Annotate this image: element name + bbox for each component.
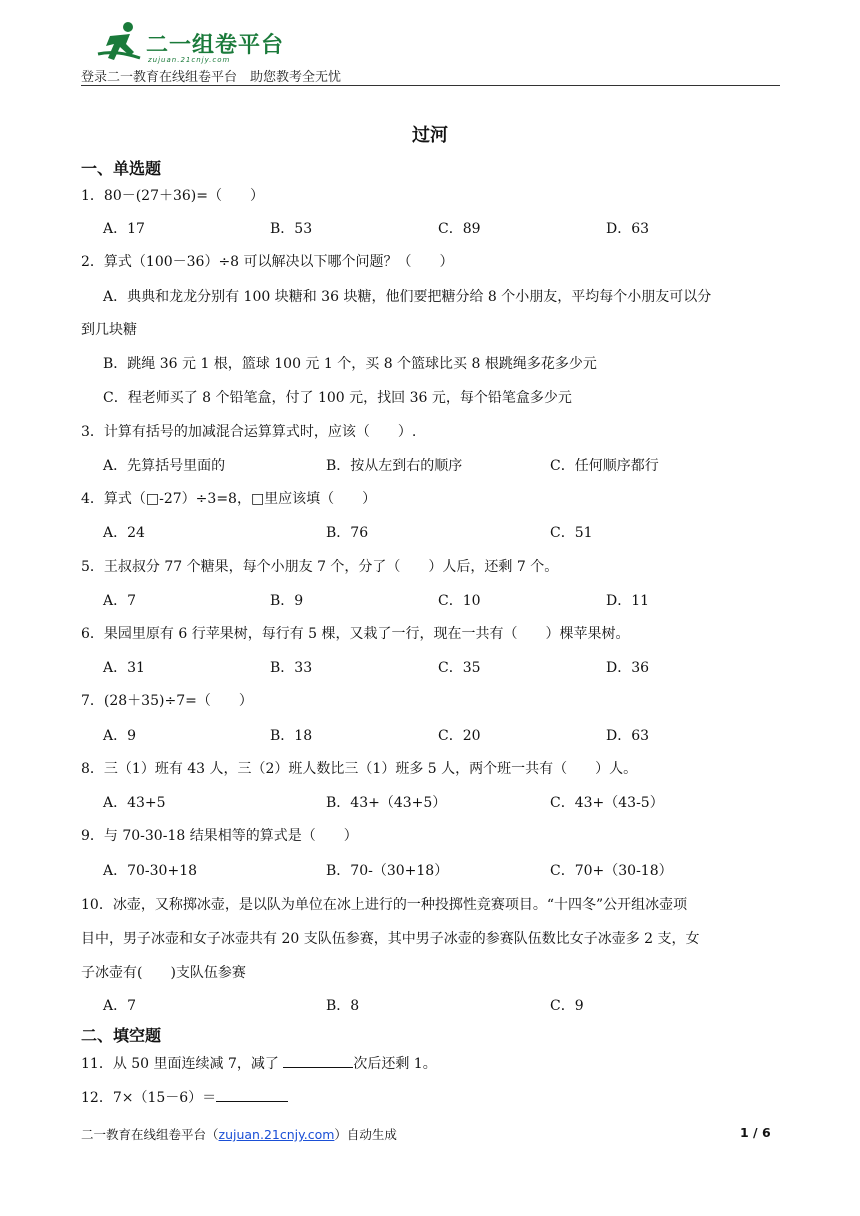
header-divider: [81, 85, 780, 86]
question-10-option-a[interactable]: A．7: [103, 998, 137, 1014]
question-8-option-c[interactable]: C．43+（43-5）: [550, 795, 664, 811]
question-2-option-a[interactable]: A．典典和龙龙分别有 100 块糖和 36 块糖，他们要把糖分给 8 个小朋友，平均每个小朋友可以分: [103, 289, 712, 305]
question-4-stem: 4．算式（□-27）÷3=8，□里应该填（ ）: [81, 491, 377, 507]
section-heading-single-choice: 一、单选题: [81, 159, 162, 178]
page-number: 1 / 6: [740, 1125, 771, 1140]
question-7-option-c[interactable]: C．20: [438, 728, 481, 744]
question-4-option-b[interactable]: B．76: [326, 525, 369, 541]
question-10-option-c[interactable]: C．9: [550, 998, 584, 1014]
question-7-option-a[interactable]: A．9: [103, 728, 137, 744]
question-8-option-b[interactable]: B．43+（43+5）: [326, 795, 447, 811]
question-6-option-c[interactable]: C．35: [438, 660, 481, 676]
question-5-option-d[interactable]: D．11: [606, 593, 650, 609]
question-1-option-b[interactable]: B．53: [270, 221, 313, 237]
question-8-stem: 8．三（1）班有 43 人，三（2）班人数比三（1）班多 5 人，两个班一共有（ ）人。: [81, 761, 638, 777]
question-4-option-a[interactable]: A．24: [103, 525, 145, 541]
page-title: 过河: [412, 125, 448, 146]
footer-link[interactable]: zujuan.21cnjy.com: [218, 1127, 335, 1142]
question-8-option-a[interactable]: A．43+5: [103, 795, 166, 811]
question-1-option-d[interactable]: D．63: [606, 221, 650, 237]
question-12-pre: 12．7×（15－6）＝: [81, 1090, 217, 1106]
question-5-option-c[interactable]: C．10: [438, 593, 481, 609]
question-12-answer-blank[interactable]: [216, 1087, 288, 1102]
question-7-option-d[interactable]: D．63: [606, 728, 650, 744]
question-11-post: 次后还剩 1。: [353, 1056, 437, 1072]
question-5-option-a[interactable]: A．7: [103, 593, 137, 609]
question-3-option-b[interactable]: B．按从左到右的顺序: [326, 458, 463, 474]
footer-source: [81, 1125, 397, 1143]
question-1-option-a[interactable]: A．17: [103, 221, 145, 237]
question-5-option-b[interactable]: B．9: [270, 593, 304, 609]
footer-source-pre: 二一教育在线组卷平台（: [81, 1127, 219, 1142]
question-1-stem: 1．80－(27＋36)=（ ）: [81, 188, 265, 204]
question-2-stem: 2．算式（100－36）÷8 可以解决以下哪个问题？（ ）: [81, 254, 454, 270]
question-2-option-b[interactable]: B．跳绳 36 元 1 根，篮球 100 元 1 个，买 8 个篮球比买 8 根跳绳多花多少元: [103, 356, 597, 372]
logo-subtext: zujuan.21cnjy.com: [148, 56, 231, 64]
question-11: [81, 1053, 437, 1074]
footer-source-post: ）自动生成: [334, 1127, 397, 1142]
question-9-option-b[interactable]: B．70-（30+18）: [326, 863, 449, 879]
question-6-option-b[interactable]: B．33: [270, 660, 313, 676]
question-11-answer-blank[interactable]: [283, 1053, 353, 1068]
question-9-option-c[interactable]: C．70+（30-18）: [550, 863, 673, 879]
question-5-stem: 5．王叔叔分 77 个糖果，每个小朋友 7 个，分了（ ）人后，还剩 7 个。: [81, 559, 559, 575]
question-9-stem: 9．与 70-30-18 结果相等的算式是（ ）: [81, 828, 358, 844]
question-7-option-b[interactable]: B．18: [270, 728, 313, 744]
question-10-option-b[interactable]: B．8: [326, 998, 360, 1014]
question-1-option-c[interactable]: C．89: [438, 221, 481, 237]
question-12: [81, 1087, 288, 1108]
question-10-line-3: 子冰壶有( )支队伍参赛: [81, 965, 246, 981]
question-3-stem: 3．计算有括号的加减混合运算算式时，应该（ ）.: [81, 424, 417, 440]
question-2-option-c[interactable]: C．程老师买了 8 个铅笔盒，付了 100 元，找回 36 元，每个铅笔盒多少元: [103, 390, 572, 406]
question-10-line-2: 目中，男子冰壶和女子冰壶共有 20 支队伍参赛，其中男子冰壶的参赛队伍数比女子冰壶多 2 支，女: [81, 931, 700, 947]
question-6-option-d[interactable]: D．36: [606, 660, 650, 676]
header-tagline: 登录二一教育在线组卷平台 助您教考全无忧: [81, 70, 342, 85]
question-10-line-1: 10．冰壶，又称掷冰壶，是以队为单位在冰上进行的一种投掷性竞赛项目。“十四冬”公开组冰壶项: [81, 897, 688, 913]
logo-text: 二一组卷平台: [146, 33, 285, 58]
question-6-stem: 6．果园里原有 6 行苹果树，每行有 5 棵，又栽了一行，现在一共有（ ）棵苹果树。: [81, 626, 630, 642]
runner-logo-icon: [96, 20, 144, 64]
question-7-stem: 7．(28＋35)÷7=（ ）: [81, 693, 253, 709]
question-3-option-c[interactable]: C．任何顺序都行: [550, 458, 659, 474]
question-4-option-c[interactable]: C．51: [550, 525, 593, 541]
site-logo: [96, 20, 285, 64]
question-11-pre: 11．从 50 里面连续减 7，减了: [81, 1056, 284, 1072]
section-heading-fill-in: 二、填空题: [81, 1026, 162, 1045]
question-2-option-a-cont[interactable]: 到几块糖: [81, 322, 137, 338]
question-9-option-a[interactable]: A．70-30+18: [103, 863, 198, 879]
question-6-option-a[interactable]: A．31: [103, 660, 145, 676]
question-3-option-a[interactable]: A．先算括号里面的: [103, 458, 226, 474]
